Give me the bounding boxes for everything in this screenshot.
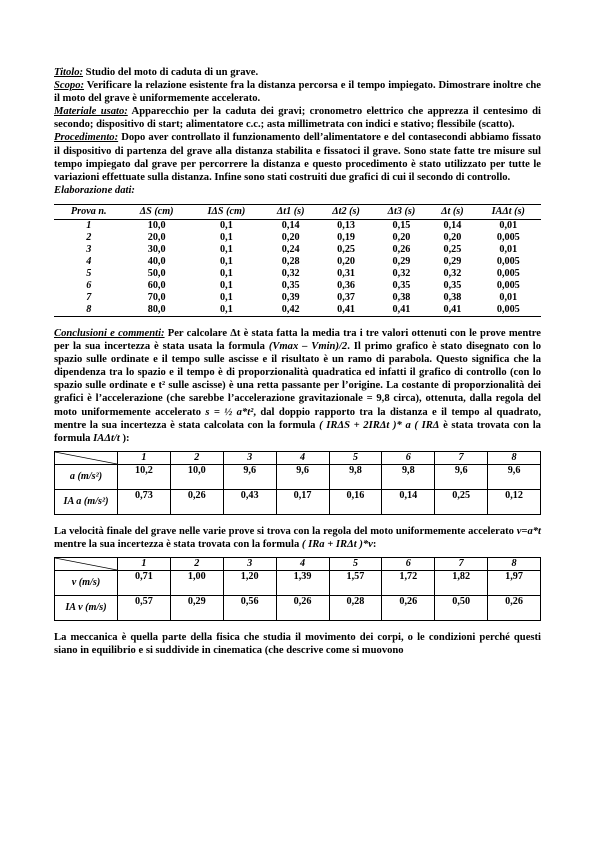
titolo-text: Studio del moto di caduta di un grave. (83, 67, 259, 78)
table-cell: 0,41 (318, 304, 373, 317)
table-cell: 0,32 (443, 267, 462, 279)
table-cell: 9,6 (435, 464, 488, 489)
table-cell: 0,39 (281, 291, 300, 303)
table-cell: 0,1 (220, 255, 233, 267)
table-cell: 0,13 (337, 219, 355, 231)
table-row (54, 268, 541, 280)
table-cell: 0,71 (118, 570, 171, 595)
table-cell: 0,29 (392, 255, 411, 267)
table-cell: 0,41 (429, 304, 475, 317)
conclusioni-label: Conclusioni e commenti: (54, 327, 165, 339)
table-cell: 0,20 (443, 231, 462, 243)
acceleration-table (54, 451, 541, 515)
table-cell: 20,0 (147, 231, 166, 243)
table-row (54, 232, 541, 244)
table-cell: 0,20 (392, 231, 411, 243)
table-cell: 0,42 (263, 304, 318, 317)
table-cell: 0,01 (499, 219, 518, 231)
table-row (55, 489, 541, 514)
velocita-text-2: mentre la sua incertezza è stata trovata con la formula (54, 538, 302, 550)
table-cell: 5 (86, 267, 92, 279)
conclusioni-text-3: , dal doppio rapporto tra la distanza e il tempo al quadrato, mentre la sua incertezza è stata calcolata con la formula (54, 406, 542, 431)
table-cell: 9,6 (276, 464, 329, 489)
table-cell: 2 (86, 231, 92, 243)
table-cell: 10,0 (147, 219, 166, 231)
velocity-table (54, 557, 541, 621)
table-header-cell: ΔS (cm) (123, 204, 189, 219)
table-cell: 9,8 (329, 464, 382, 489)
table-header-cell: 1 (118, 557, 171, 570)
table-cell: 0,36 (337, 279, 355, 291)
table-row (54, 280, 541, 292)
table-cell: 0,38 (392, 291, 411, 303)
table-cell: 0,20 (337, 255, 355, 267)
velocity-table-body (55, 570, 541, 620)
materiale-paragraph (54, 105, 541, 131)
table-row (55, 595, 541, 620)
measurements-table (54, 204, 541, 317)
titolo-paragraph (54, 66, 541, 79)
table-cell: 0,31 (337, 267, 355, 279)
table-cell: 1,97 (488, 570, 541, 595)
table-cell: 0,1 (220, 291, 233, 303)
table-row (55, 570, 541, 595)
formula-incertezza-relativa: IAΔt/t (93, 432, 120, 444)
table-corner-cell (55, 451, 118, 464)
table-cell: 6 (86, 279, 92, 291)
conclusioni-text-2: . Il primo grafico è stato disegnato con lo spazio sulle ordinate e il tempo sulle ascisse e il risultato è un ramo di parabola. Questo significa che la dipendenza tra lo spazio e il tempo è di proporzionalità quadratica ed infatti il grafico di controllo (con lo spazio sulle ordinate e t² sulle ascisse) è una retta passante per l’origine. La costante di proporzionalità dei grafici è l’accelerazione (che sarebbe l’accelerazione gravitazionale = 9,8 circa), ottenuta, dalla regola del moto uniformemente accelerato (54, 341, 541, 418)
table-header-cell: 2 (170, 557, 223, 570)
table-header-cell: 3 (223, 557, 276, 570)
formula-incertezza-media: (Vmax – Vmin)/2 (268, 341, 348, 353)
table-cell: 0,73 (118, 489, 171, 514)
table-cell: 0,19 (337, 231, 355, 243)
table-row-label: IA a (m/s²) (55, 489, 118, 514)
table-row (54, 244, 541, 256)
formula-moto-accelerato: s = ½ a*t² (205, 406, 254, 418)
table-cell: 0,41 (374, 304, 429, 317)
table-cell: 0,01 (499, 243, 518, 255)
table-cell: 8 (54, 304, 123, 317)
formula-incertezza-v: ( IRa + IRΔt )*v (301, 538, 373, 550)
table-cell: 0,20 (281, 231, 300, 243)
table-cell: 0,57 (118, 595, 171, 620)
acceleration-table-header (55, 451, 541, 464)
table-cell: 10,0 (170, 464, 223, 489)
table-row (55, 464, 541, 489)
table-cell: 0,14 (382, 489, 435, 514)
table-cell: 0,25 (337, 243, 355, 255)
velocita-paragraph (54, 525, 541, 551)
table-row (54, 256, 541, 268)
velocity-table-header (55, 557, 541, 570)
table-cell: 0,29 (443, 255, 462, 267)
velocita-text-3: : (372, 538, 377, 550)
table-cell: 0,12 (488, 489, 541, 514)
table-row-label: v (m/s) (55, 570, 118, 595)
conclusioni-text-4: è stata trovata con la formula (54, 419, 541, 444)
table-cell: 0,35 (281, 279, 300, 291)
table-header-cell: 6 (382, 451, 435, 464)
table-header-cell: Δt2 (s) (318, 204, 373, 219)
table-cell: 1,00 (170, 570, 223, 595)
table-cell: 0,005 (496, 267, 520, 279)
table-cell: 9,6 (488, 464, 541, 489)
table-cell: 60,0 (147, 279, 166, 291)
table-cell: 0,01 (499, 291, 518, 303)
table-header-cell: 7 (435, 557, 488, 570)
table-header-cell: IΔS (cm) (190, 204, 263, 219)
table-cell: 0,28 (329, 595, 382, 620)
table-cell: 0,1 (220, 267, 233, 279)
table-header-cell: 4 (276, 557, 329, 570)
table-header-cell: 6 (382, 557, 435, 570)
table-cell: 0,16 (329, 489, 382, 514)
formula-incertezza-a: ( IRΔS + 2IRΔt )* a ( IRΔ (319, 419, 440, 431)
titolo-label: Titolo: (54, 67, 84, 78)
table-cell: 0,26 (170, 489, 223, 514)
procedimento-paragraph (54, 131, 541, 183)
table-header-cell: Prova n. (54, 204, 123, 219)
conclusioni-text-1: Per calcolare Δt è stata fatta la media tra i tre valori ottenuti con le prove mentre per la sua incertezza è stata usata la formula (54, 327, 541, 353)
table-row-label: a (m/s²) (55, 464, 118, 489)
table-header-cell: Δt (s) (429, 204, 475, 219)
table-header-cell: Δt3 (s) (374, 204, 429, 219)
table-cell: 0,26 (488, 595, 541, 620)
table-cell: 0,1 (220, 219, 233, 231)
table-cell: 0,38 (443, 291, 462, 303)
table-cell: 30,0 (147, 243, 166, 255)
table-cell: 0,24 (281, 243, 300, 255)
table-header-cell: 2 (170, 451, 223, 464)
table-cell: 9,6 (223, 464, 276, 489)
table-header-cell: IAΔt (s) (476, 204, 541, 219)
table-cell: 3 (86, 243, 92, 255)
table-row-label: IA v (m/s) (55, 595, 118, 620)
table-header-cell: 4 (276, 451, 329, 464)
table-cell: 0,50 (435, 595, 488, 620)
table-cell: 70,0 (147, 291, 166, 303)
meccanica-paragraph: La meccanica è quella parte della fisica che studia il movimento dei corpi, o le condizioni perché questi siano in equilibrio e si suddivide in cinematica (che descrive come si muovono (54, 631, 541, 657)
table-corner-cell (55, 557, 118, 570)
formula-velocita: v=a*t (516, 525, 541, 537)
procedimento-text: Dopo aver controllato il funzionamento dell’alimentatore e del contasecondi abbiamo fissato il dispositivo di partenza del grave alla distanza stabilita e fissatoci il grave. Sono state fatte tre misure sul tempo impiegato dal grave per percorrere la distanza e questo procedimento è stato utilizzato per tutte le variazioni effettuate sulla distanza. Infine sono stati costruiti due grafici di cui il secondo di controllo. (54, 132, 541, 183)
materiale-text: Apparecchio per la caduta dei gravi; cronometro elettrico che apprezza il centesimo di secondo; dispositivo di start; alimentatore c.c.; asta millimetrata con indici e stativo; flessibile (scatto). (54, 106, 541, 131)
table-cell: 0,1 (220, 243, 233, 255)
table-cell: 0,35 (443, 279, 462, 291)
table-cell: 0,26 (382, 595, 435, 620)
table-cell: 0,25 (435, 489, 488, 514)
table-cell: 0,25 (443, 243, 462, 255)
table-header-cell: 8 (488, 451, 541, 464)
table-cell: 50,0 (147, 267, 166, 279)
materiale-label: Materiale usato: (54, 106, 128, 118)
table-header-cell: 5 (329, 557, 382, 570)
scopo-paragraph (54, 79, 541, 105)
table-header-cell: 3 (223, 451, 276, 464)
table-header-cell: Δt1 (s) (263, 204, 318, 219)
table-header-cell: 8 (488, 557, 541, 570)
table-cell: 1,72 (382, 570, 435, 595)
table-cell: 0,26 (392, 243, 411, 255)
measurements-table-header (54, 204, 541, 219)
table-cell: 0,1 (190, 304, 263, 317)
table-cell: 0,005 (496, 279, 520, 291)
document-page (54, 66, 541, 657)
table-cell: 40,0 (147, 255, 166, 267)
scopo-text: Verificare la relazione esistente fra la distanza percorsa e il tempo impiegato. Dimostrare inoltre che il moto del grave è uniformemente accelerato. (54, 80, 541, 105)
table-cell: 0,37 (337, 291, 355, 303)
table-cell: 0,14 (281, 219, 300, 231)
table-cell: 0,005 (496, 231, 520, 243)
table-row (54, 219, 541, 232)
conclusioni-text-5: ): (119, 432, 130, 444)
table-cell: 0,32 (392, 267, 411, 279)
table-cell: 0,56 (223, 595, 276, 620)
measurements-table-body (54, 219, 541, 316)
table-header-cell: 1 (118, 451, 171, 464)
table-cell: 80,0 (123, 304, 189, 317)
table-cell: 0,32 (281, 267, 300, 279)
table-cell: 0,43 (223, 489, 276, 514)
table-cell: 1 (86, 219, 92, 231)
table-header-cell: 5 (329, 451, 382, 464)
table-cell: 0,1 (220, 231, 233, 243)
table-cell: 9,8 (382, 464, 435, 489)
table-cell: 0,1 (220, 279, 233, 291)
table-cell: 1,20 (223, 570, 276, 595)
table-cell: 1,39 (276, 570, 329, 595)
table-cell: 0,29 (170, 595, 223, 620)
acceleration-table-body (55, 464, 541, 514)
table-cell: 1,82 (435, 570, 488, 595)
table-cell: 10,2 (118, 464, 171, 489)
table-cell: 0,35 (392, 279, 411, 291)
table-cell: 0,26 (276, 595, 329, 620)
procedimento-label: Procedimento: (54, 132, 119, 144)
table-cell: 0,005 (496, 255, 520, 267)
table-cell: 0,28 (281, 255, 300, 267)
scopo-label: Scopo: (54, 80, 85, 92)
table-cell: 0,17 (276, 489, 329, 514)
elaborazione-heading: Elaborazione dati: (54, 184, 135, 196)
table-cell: 0,005 (476, 304, 541, 317)
table-cell: 4 (86, 255, 92, 267)
conclusioni-paragraph (54, 327, 541, 445)
table-cell: 7 (86, 291, 92, 303)
table-row (54, 292, 541, 304)
table-cell: 0,15 (392, 219, 411, 231)
table-row (54, 304, 541, 317)
table-cell: 1,57 (329, 570, 382, 595)
table-header-cell: 7 (435, 451, 488, 464)
velocita-text-1: La velocità finale del grave nelle varie prove si trova con la regola del moto uniformemente accelerato (54, 525, 517, 537)
table-cell: 0,14 (443, 219, 462, 231)
